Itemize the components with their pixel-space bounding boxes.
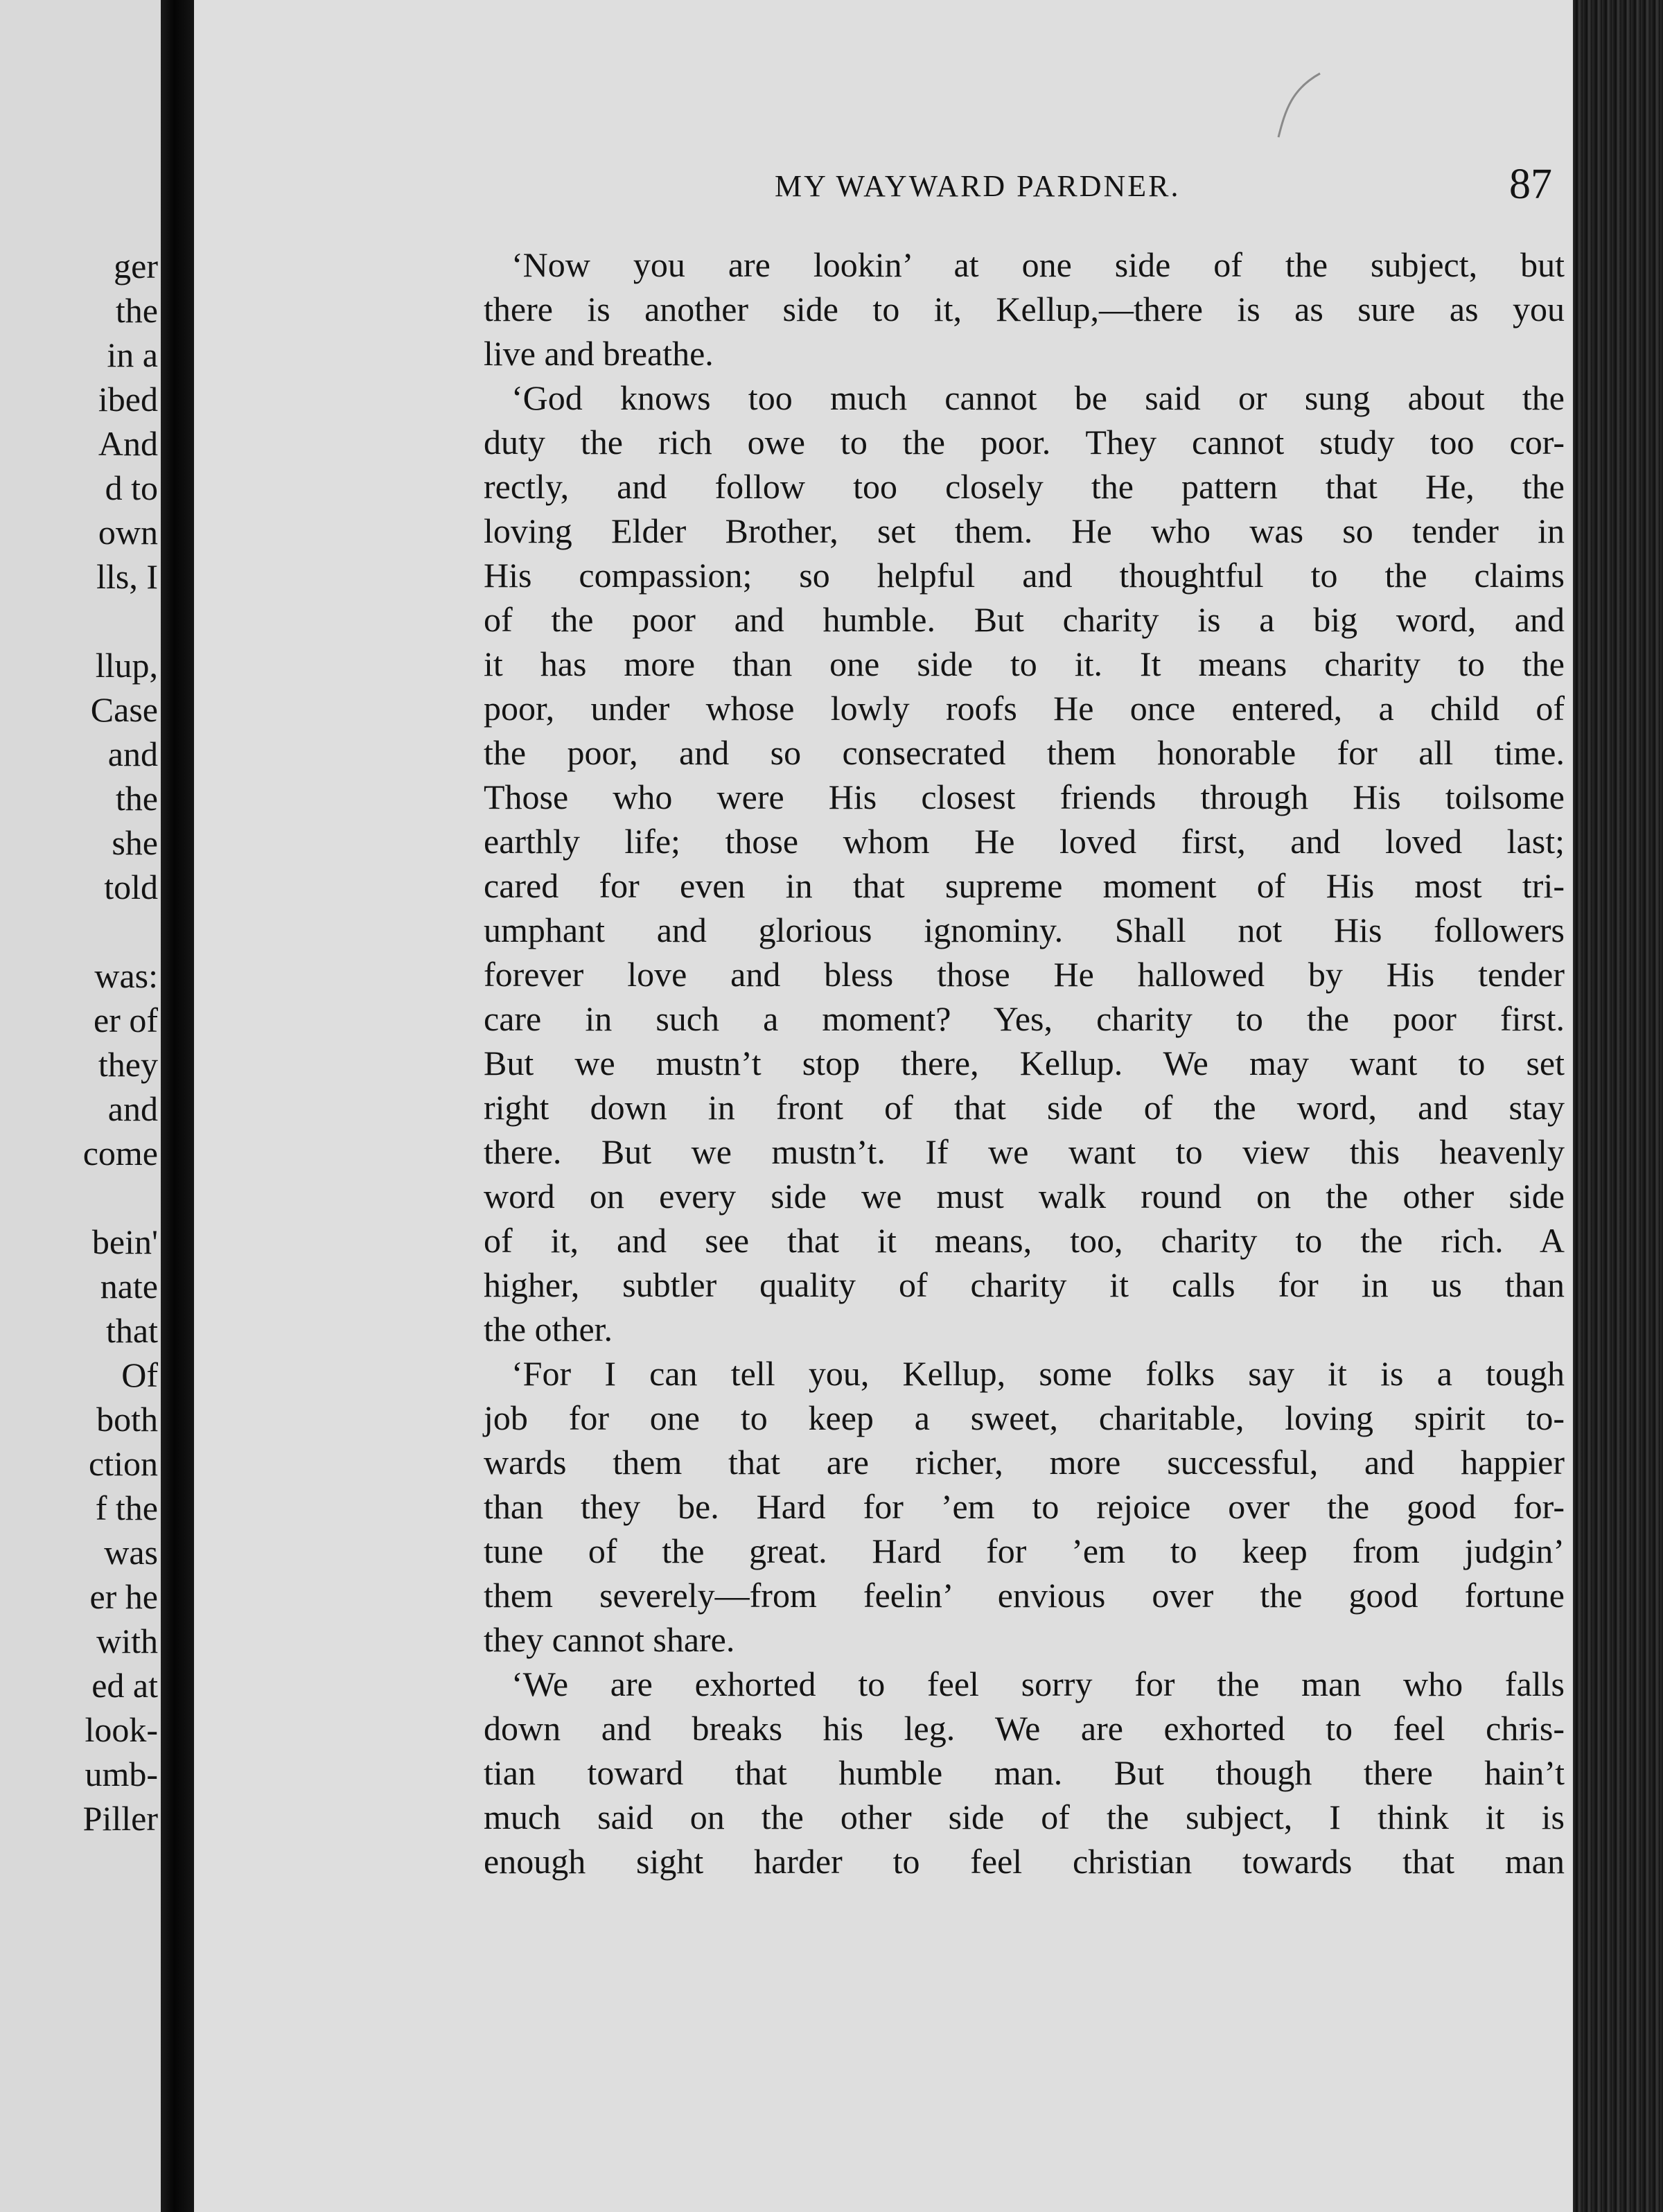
facing-page-line: And <box>98 424 158 463</box>
text-line: of the poor and humble. But charity is a big word, and <box>484 600 1565 639</box>
facing-page-line: both <box>96 1400 158 1439</box>
text-line: ‘Now you are lookin’ at one side of the subject, but <box>511 245 1565 284</box>
facing-page-line: nate <box>100 1267 158 1306</box>
facing-page-edge <box>0 0 161 2212</box>
facing-page-line: er he <box>89 1577 158 1616</box>
text-line: down and breaks his leg. We are exhorted to feel chris- <box>484 1709 1565 1748</box>
facing-page-line: she <box>112 823 158 862</box>
page-number: 87 <box>1509 161 1552 208</box>
text-line: there. But we mustn’t. If we want to view this heavenly <box>484 1132 1565 1171</box>
book-gutter <box>161 0 194 2212</box>
facing-page-line: come <box>82 1134 158 1173</box>
text-line: ‘We are exhorted to feel sorry for the man who falls <box>511 1665 1565 1703</box>
facing-page-line: they <box>98 1045 158 1084</box>
facing-page-line: ger <box>114 247 158 286</box>
text-line: higher, subtler quality of charity it calls for in us than <box>484 1265 1565 1304</box>
text-line: Those who were His closest friends through His toilsome <box>484 778 1565 816</box>
running-title: MY WAYWARD PARDNER. <box>775 169 1181 203</box>
facing-page-line: bein' <box>91 1222 158 1261</box>
facing-page-line: llup, <box>95 646 158 685</box>
text-line: word on every side we must walk round on the other side <box>484 1177 1565 1215</box>
running-head <box>582 161 1552 217</box>
facing-page-line: Of <box>121 1355 158 1394</box>
facing-page-line: d to <box>105 468 158 507</box>
text-line: there is another side to it, Kellup,—there is as sure as you <box>484 290 1565 328</box>
facing-page-line: Case <box>90 690 158 729</box>
facing-page-line: own <box>98 513 158 552</box>
text-line: earthly life; those whom He loved first, and loved last; <box>484 822 1565 861</box>
facing-page-line: the <box>115 291 158 330</box>
facing-page-line: f the <box>95 1489 158 1527</box>
text-line: duty the rich owe to the poor. They cannot study too cor- <box>484 423 1565 462</box>
facing-page-line: that <box>106 1311 158 1350</box>
text-line: the poor, and so consecrated them honorable for all time. <box>484 733 1565 772</box>
pencil-mark <box>1272 61 1334 144</box>
text-line: the other. <box>484 1310 613 1349</box>
text-line: But we mustn’t stop there, Kellup. We may want to set <box>484 1044 1565 1082</box>
facing-page-line: ction <box>89 1444 158 1483</box>
text-line: job for one to keep a sweet, charitable, loving spirit to- <box>484 1398 1565 1437</box>
text-line: care in such a moment? Yes, charity to the poor first. <box>484 999 1565 1038</box>
text-line: tian toward that humble man. But though there hain’t <box>484 1753 1565 1792</box>
facing-page-line: umb- <box>85 1755 158 1793</box>
facing-page-line: er of <box>94 1001 158 1039</box>
facing-page-line: was <box>104 1533 158 1572</box>
text-line: umphant and glorious ignominy. Shall not His followers <box>484 911 1565 949</box>
text-line: His compassion; so helpful and thoughtful to the claims <box>484 556 1565 595</box>
text-line: ‘God knows too much cannot be said or sung about the <box>511 378 1565 417</box>
text-line: tune of the great. Hard for ’em to keep from judgin’ <box>484 1531 1565 1570</box>
text-line: poor, under whose lowly roofs He once entered, a child of <box>484 689 1565 728</box>
text-line: they cannot share. <box>484 1620 735 1659</box>
facing-page-line: Piller <box>82 1799 158 1838</box>
page <box>194 0 1573 2212</box>
facing-page-line: and <box>107 1089 158 1128</box>
text-line: right down in front of that side of the word, and stay <box>484 1088 1565 1127</box>
text-line: loving Elder Brother, set them. He who was so tender in <box>484 511 1565 550</box>
text-line: much said on the other side of the subject, I think it is <box>484 1798 1565 1836</box>
page-edges <box>1573 0 1663 2212</box>
facing-page-line: ibed <box>98 380 158 419</box>
text-line: them severely—from feelin’ envious over the good fortune <box>484 1576 1565 1615</box>
text-line: forever love and bless those He hallowed by His tender <box>484 955 1565 994</box>
facing-page-line: lls, I <box>96 557 158 596</box>
facing-page-line: with <box>96 1622 158 1660</box>
text-line: it has more than one side to it. It means charity to the <box>484 644 1565 683</box>
facing-page-line: and <box>107 735 158 773</box>
facing-page-line: was: <box>94 956 158 995</box>
text-line: than they be. Hard for ’em to rejoice over the good for- <box>484 1487 1565 1526</box>
facing-page-line: told <box>104 868 158 906</box>
text-line: wards them that are richer, more successful, and happier <box>484 1443 1565 1482</box>
facing-page-line: ed at <box>91 1666 158 1705</box>
text-line: enough sight harder to feel christian towards that man <box>484 1842 1565 1881</box>
text-line: cared for even in that supreme moment of His most tri- <box>484 866 1565 905</box>
text-line: of it, and see that it means, too, charity to the rich. A <box>484 1221 1565 1260</box>
facing-page-line: look- <box>85 1710 158 1749</box>
text-line: live and breathe. <box>484 334 714 373</box>
text-line: rectly, and follow too closely the pattern that He, the <box>484 467 1565 506</box>
text-line: ‘For I can tell you, Kellup, some folks say it is a tough <box>511 1354 1565 1393</box>
facing-page-line: the <box>115 779 158 818</box>
facing-page-line: in a <box>107 335 158 374</box>
